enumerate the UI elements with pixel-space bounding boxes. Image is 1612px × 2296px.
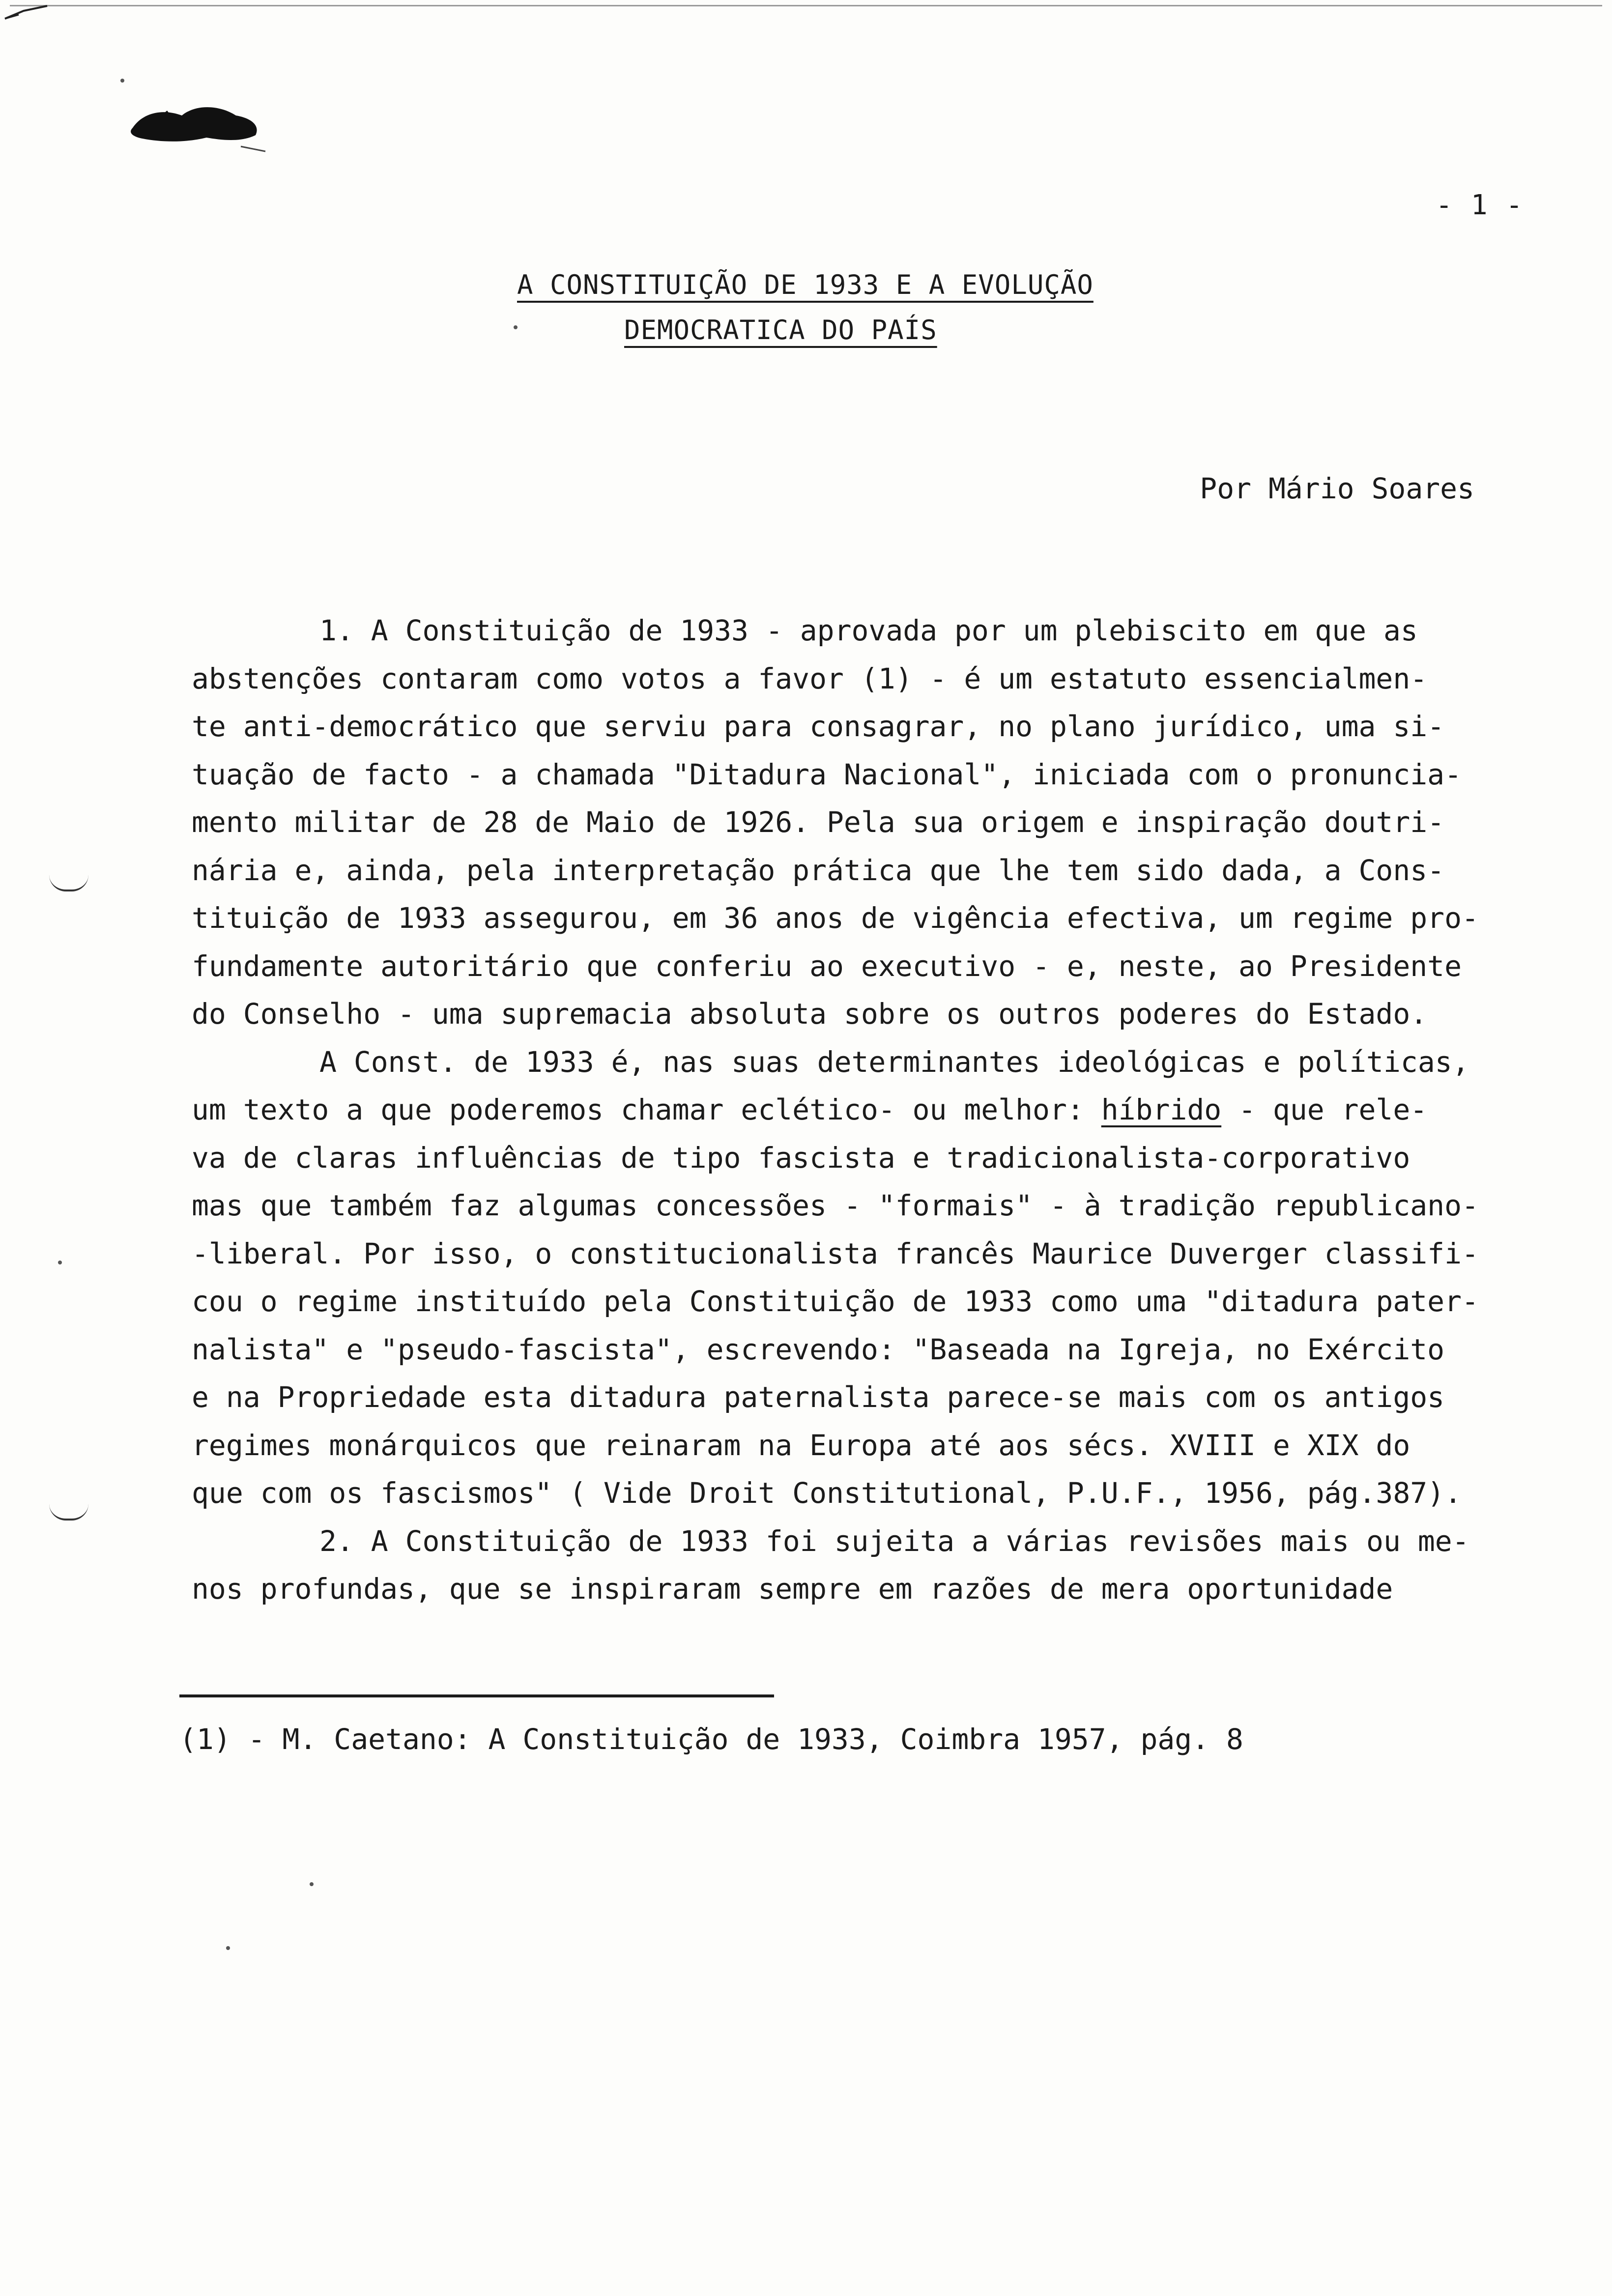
- body-line: tuação de facto - a chamada "Ditadura Nacional", iniciada com o pronuncia-: [192, 757, 1462, 791]
- body-line: A Const. de 1933 é, nas suas determinantes ideológicas e políticas,: [319, 1045, 1469, 1079]
- paper-speck: [120, 79, 124, 83]
- margin-binder-mark: [49, 875, 88, 891]
- body-text-segment: um texto a que poderemos chamar eclético- ou melhor:: [192, 1093, 1101, 1126]
- page-number: - 1 -: [1436, 189, 1524, 221]
- body-line: cou o regime instituído pela Constituição de 1933 como uma "ditadura pater-: [192, 1285, 1479, 1318]
- top-edge-line: [10, 5, 1602, 6]
- title-line-1: A CONSTITUIÇÃO DE 1933 E A EVOLUÇÃO: [517, 269, 1094, 300]
- body-line: [192, 1086, 1519, 1134]
- body-line: que com os fascismos" ( Vide Droit Constitutional, P.U.F., 1956, pág.387).: [192, 1476, 1462, 1510]
- body-line: te anti-democrático que serviu para consagrar, no plano jurídico, uma si-: [192, 710, 1445, 743]
- body-line: mento militar de 28 de Maio de 1926. Pela sua origem e inspiração doutri-: [192, 805, 1445, 839]
- body-text: [192, 607, 1519, 1613]
- body-line: do Conselho - uma supremacia absoluta sobre os outros poderes do Estado.: [192, 997, 1428, 1031]
- body-line: nária e, ainda, pela interpretação prática que lhe tem sido dada, a Cons-: [192, 853, 1445, 887]
- margin-binder-mark: [49, 1504, 88, 1521]
- footnote: (1) - M. Caetano: A Constituição de 1933, Coimbra 1957, pág. 8: [179, 1722, 1243, 1756]
- paper-speck: [514, 325, 518, 329]
- body-line: 1. A Constituição de 1933 - aprovada por um plebiscito em que as: [319, 614, 1418, 647]
- underlined-word: híbrido: [1101, 1093, 1222, 1126]
- paper-speck: [310, 1882, 314, 1886]
- body-line: abstenções contaram como votos a favor (1) - é um estatuto essencialmen-: [192, 661, 1428, 695]
- body-line: tituição de 1933 assegurou, em 36 anos de vigência efectiva, um regime pro-: [192, 901, 1479, 935]
- body-line: -liberal. Por isso, o constitucionalista francês Maurice Duverger classifi-: [192, 1236, 1479, 1270]
- paper-speck: [58, 1261, 62, 1264]
- body-line: fundamente autoritário que conferiu ao executivo - e, neste, ao Presidente: [192, 949, 1462, 983]
- footnote-separator: [179, 1694, 774, 1697]
- body-line: 2. A Constituição de 1933 foi sujeita a várias revisões mais ou me-: [319, 1524, 1469, 1558]
- redaction-blot: [123, 93, 270, 157]
- corner-pen-mark: [4, 4, 48, 22]
- body-text-segment: - que rele-: [1221, 1093, 1428, 1126]
- body-line: nalista" e "pseudo-fascista", escrevendo: "Baseada na Igreja, no Exército: [192, 1332, 1445, 1366]
- body-line: va de claras influências de tipo fascista e tradicionalista-corporativo: [192, 1141, 1410, 1175]
- body-line: nos profundas, que se inspiraram sempre em razões de mera oportunidade: [192, 1572, 1393, 1606]
- body-line: mas que também faz algumas concessões - "formais" - à tradição republicano-: [192, 1189, 1479, 1222]
- author-byline: Por Mário Soares: [1200, 472, 1474, 505]
- paper-speck: [226, 1946, 230, 1950]
- title-line-2: DEMOCRATICA DO PAÍS: [624, 315, 937, 345]
- body-line: regimes monárquicos que reinaram na Europa até aos sécs. XVIII e XIX do: [192, 1428, 1410, 1462]
- body-line: e na Propriedade esta ditadura paternalista parece-se mais com os antigos: [192, 1380, 1445, 1414]
